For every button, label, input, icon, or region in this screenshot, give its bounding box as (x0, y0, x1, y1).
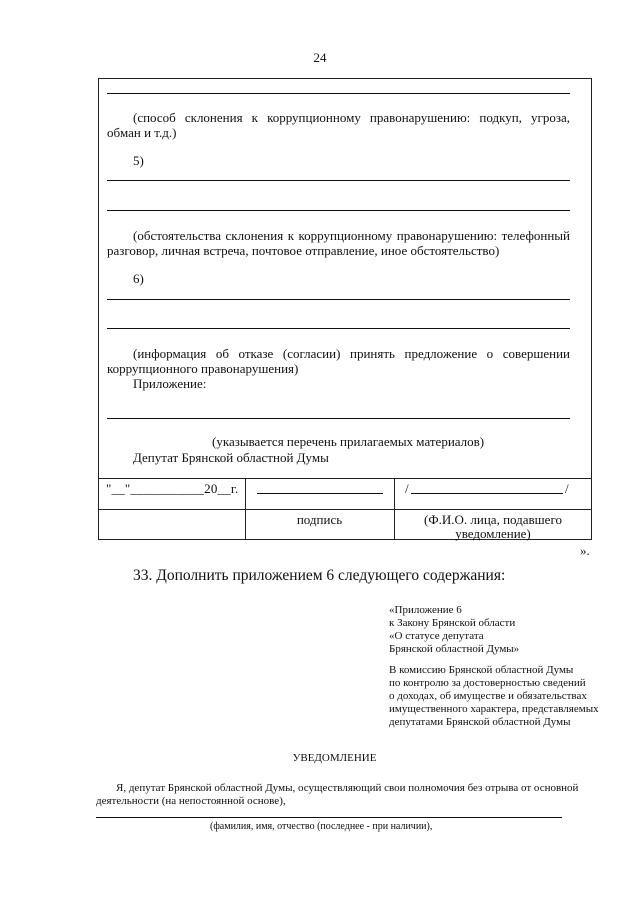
addressee-line: В комиссию Брянской областной Думы (389, 664, 574, 676)
item-6-label: 6) (133, 271, 144, 286)
fio-blank (411, 493, 563, 494)
name-blank-line (96, 817, 562, 818)
appendix-line: «Приложение 6 (389, 604, 462, 616)
item-5-label: 5) (133, 153, 144, 168)
attachment-label: Приложение: (133, 376, 207, 391)
date-field: "__"___________20__г. (106, 481, 239, 496)
fio-slash-left: / (405, 481, 409, 496)
name-caption: (фамилия, имя, отчество (последнее - при наличии), (210, 821, 433, 832)
blank-line-6a (107, 299, 570, 300)
blank-line-method (107, 93, 570, 94)
amendment-heading: 33. Дополнить приложением 6 следующего содержания: (133, 567, 506, 584)
addressee-line: о доходах, об имуществе и обязательствах (389, 690, 587, 702)
attachment-note: (указывается перечень прилагаемых материалов) (212, 434, 485, 449)
blank-line-5b (107, 210, 570, 211)
note-refusal: (информация об отказе (согласии) принять предложение о совершении коррупционного правонарушения) (107, 346, 570, 376)
fio-label-line-1: (Ф.И.О. лица, подавшего (424, 512, 562, 527)
note-method: (способ склонения к коррупционному правонарушению: подкуп, угроза, обман и т.д.) (107, 110, 570, 140)
signature-blank (257, 493, 383, 494)
addressee-line: по контролю за достоверностью сведений (389, 677, 586, 689)
blank-line-6b (107, 328, 570, 329)
addressee-line: депутатами Брянской областной Думы (389, 716, 571, 728)
appendix-header (389, 604, 519, 656)
grid-divider-1 (245, 478, 246, 540)
grid-middle-line (98, 509, 592, 510)
notice-body-line-2: деятельности (на непостоянной основе), (96, 795, 286, 807)
appendix-line: к Закону Брянской области (389, 617, 516, 629)
signature-label: подпись (296, 512, 343, 527)
fio-slash-right: / (565, 481, 569, 496)
appendix-line: «О статусе депутата (389, 630, 484, 642)
note-circumstances: (обстоятельства склонения к коррупционному правонарушению: телефонный разговор, личная встреча, почтовое отправление, иное обстоятельство) (107, 228, 570, 258)
appendix-line: Брянской областной Думы» (389, 643, 520, 655)
notice-title: УВЕДОМЛЕНИЕ (292, 752, 377, 764)
blank-line-5a (107, 180, 570, 181)
addressee-block (389, 664, 599, 729)
grid-top-line (98, 478, 592, 479)
form-frame (98, 78, 592, 540)
blank-line-attachment (107, 418, 570, 419)
notice-body-line-1: Я, депутат Брянской областной Думы, осуществляющий свои полномочия без отрыва от основной (116, 782, 579, 794)
fio-label-line-2: уведомление) (455, 526, 531, 541)
page-number: 24 (313, 50, 327, 65)
addressee-line: имущественного характера, представляемых (389, 703, 599, 715)
deputy-label: Депутат Брянской областной Думы (133, 450, 329, 465)
closing-quote: ». (580, 543, 590, 558)
